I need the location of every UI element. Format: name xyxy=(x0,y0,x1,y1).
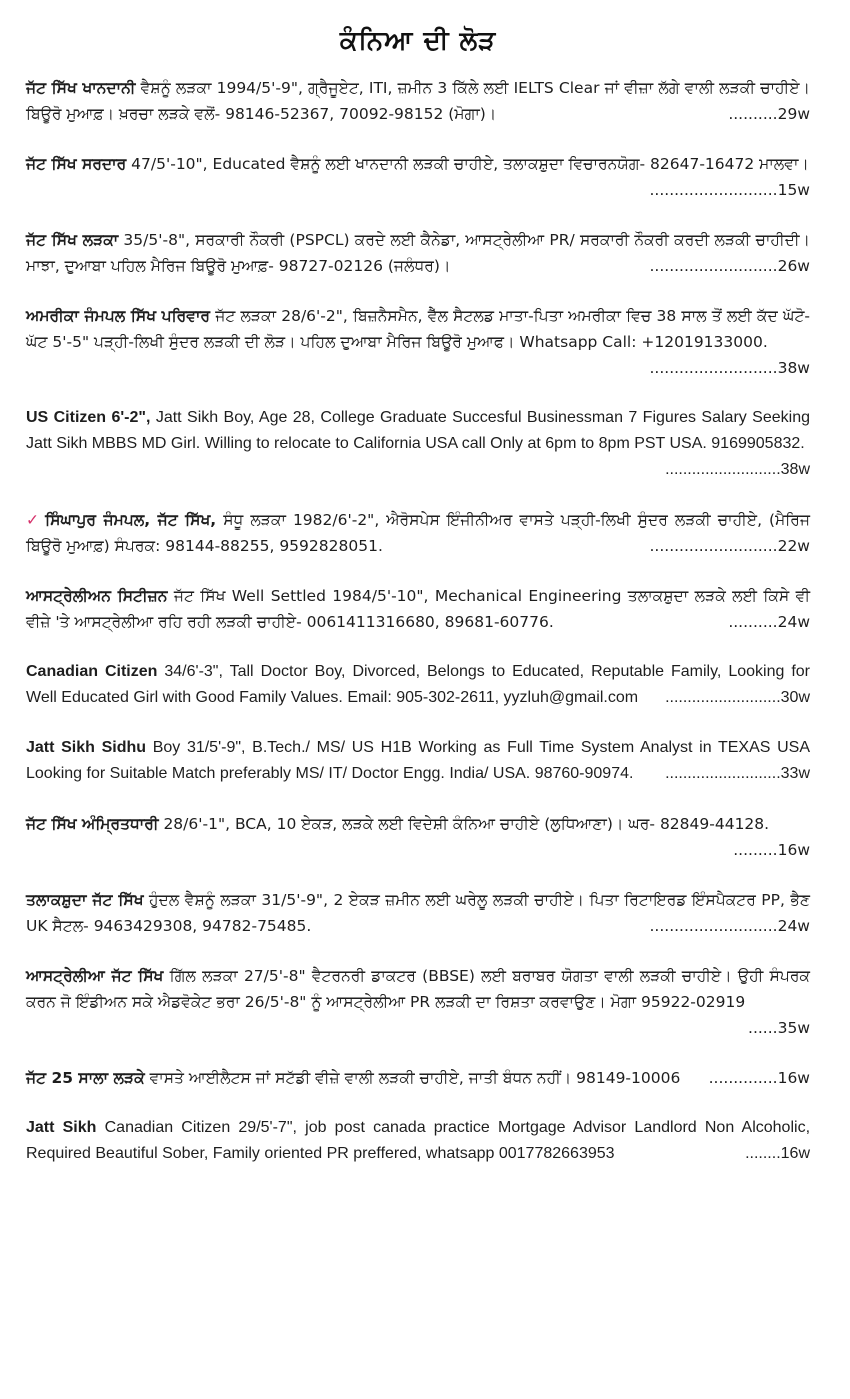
classified-ad xyxy=(26,583,810,635)
ad-body: 28/6'-1", BCA, 10 ਏਕੜ, ਲੜਕੇ ਲਈ ਵਿਦੇਸ਼ੀ ਕੰਨਿਆ ਚਾਹੀਏ (ਲੁਧਿਆਣਾ)। ਘਰ- 82849-44128. xyxy=(158,815,770,833)
classified-ad xyxy=(26,151,810,203)
classified-ad xyxy=(26,303,810,381)
ad-body: Jatt Sikh Boy, Age 28, College Graduate Succesful Businessman 7 Figures Salary Seeking Jatt Sikh MBBS MD Girl. Willing to relocate to California USA call Only at 6pm to 8pm PST USA. 9169905832. xyxy=(26,409,810,452)
ad-body: ਸੰਧੂ ਲੜਕਾ 1982/6'-2", ਐਰੋਸਪੇਸ ਇੰਜੀਨੀਅਰ ਵਾਸਤੇ ਪੜ੍ਹੀ-ਲਿਖੀ ਸੁੰਦਰ ਲੜਕੀ ਚਾਹੀਏ, (ਮੈਰਿਜ ਬਿਊਰੋ ਮੁਆਫ਼) ਸੰਪਰਕ: 98144-88255, 9592828051. xyxy=(26,511,810,555)
ad-body: 35/5'-8", ਸਰਕਾਰੀ ਨੌਕਰੀ (PSPCL) ਕਰਦੇ ਲਈ ਕੈਨੇਡਾ, ਆਸਟ੍ਰੇਲੀਆ PR/ ਸਰਕਾਰੀ ਨੌਕਰੀ ਕਰਦੀ ਲੜਕੀ ਚਾਹੀਦੀ। ਮਾਝਾ, ਦੁਆਬਾ ਪਹਿਲ ਮੈਰਿਜ ਬਿਊਰੋ ਮੁਆਫ਼- 98727-02126 (ਜਲੰਧਰ)। xyxy=(26,231,810,275)
ad-code: ..........................38w xyxy=(649,359,810,377)
ad-code: .........16w xyxy=(733,841,810,859)
ad-lead: ਜੱਟ ਸਿੱਖ ਅੰਮ੍ਰਿਤਧਾਰੀ xyxy=(26,815,159,833)
checkmark-icon: ✓ xyxy=(26,511,42,529)
ad-lead: ਆਸਟ੍ਰੇਲੀਅਨ ਸਿਟੀਜ਼ਨ xyxy=(26,587,168,605)
ad-lead: ਅਮਰੀਕਾ ਜੰਮਪਲ ਸਿੱਖ ਪਰਿਵਾਰ xyxy=(26,307,211,325)
ad-body: ਵੈਸ਼ਨੂੰ ਲੜਕਾ 1994/5'-9", ਗ੍ਰੈਜੂਏਟ, ITI, ਜ਼ਮੀਨ 3 ਕਿੱਲੇ ਲਈ IELTS Clear ਜਾਂ ਵੀਜ਼ਾ ਲੱਗੇ ਵਾਲੀ ਲੜਕੀ ਚਾਹੀਏ। ਬਿਊਰੋ ਮੁਆਫ਼। ਖ਼ਰਚਾ ਲੜਕੇ ਵਲੋਂ- 98146-52367, 70092-98152 (ਮੋਗਾ)। xyxy=(26,79,810,123)
ad-code: ......35w xyxy=(748,1019,810,1037)
ad-code: ..........29w xyxy=(728,105,810,123)
ad-code: ..........................30w xyxy=(665,689,810,706)
classified-ad xyxy=(26,811,810,863)
classified-ad xyxy=(26,963,810,1041)
ad-lead: ਜੱਟ ਸਿੱਖ ਖਾਨਦਾਨੀ xyxy=(26,79,136,97)
classified-ad xyxy=(26,1065,810,1091)
ad-code: ..........................26w xyxy=(649,257,810,275)
ad-body: ਹੁੰਦਲ ਵੈਸ਼ਨੂੰ ਲੜਕਾ 31/5'-9", 2 ਏਕੜ ਜ਼ਮੀਨ ਲਈ ਘਰੇਲੂ ਲੜਕੀ ਚਾਹੀਏ। ਪਿਤਾ ਰਿਟਾਇਰਡ ਇੰਸਪੈਕਟਰ PP, ਭੈਣ UK ਸੈਟਲ- 9463429308, 94782-75485. xyxy=(26,891,810,935)
classified-ad xyxy=(26,75,810,127)
ad-lead: ਜੱਟ ਸਿੱਖ ਲੜਕਾ xyxy=(26,231,119,249)
ad-code: ..........................24w xyxy=(649,917,810,935)
classified-ad xyxy=(26,1115,810,1167)
ad-body: ਵਾਸਤੇ ਆਈਲੈਟਸ ਜਾਂ ਸਟੱਡੀ ਵੀਜ਼ੇ ਵਾਲੀ ਲੜਕੀ ਚਾਹੀਏ, ਜਾਤੀ ਬੰਧਨ ਨਹੀਂ। 98149-10006 xyxy=(144,1069,681,1087)
ad-code: ..........................15w xyxy=(649,181,810,199)
ad-lead: US Citizen 6'-2", xyxy=(26,409,151,426)
ads-list xyxy=(26,75,810,1167)
ad-lead: ਜੱਟ 25 ਸਾਲਾ ਲੜਕੇ xyxy=(26,1069,145,1087)
ad-lead: ਆਸਟ੍ਰੇਲੀਆ ਜੱਟ ਸਿੱਖ xyxy=(26,967,164,985)
ad-lead: ਸਿੰਘਾਪੁਰ ਜੰਮਪਲ, ਜੱਟ ਸਿੱਖ, xyxy=(45,511,217,529)
ad-lead: ਤਲਾਕਸ਼ੁਦਾ ਜੱਟ ਸਿੱਖ xyxy=(26,891,144,909)
classified-ad xyxy=(26,227,810,279)
ad-lead: Canadian Citizen xyxy=(26,663,158,680)
classified-ad xyxy=(26,507,810,559)
ad-code: ..............16w xyxy=(708,1069,810,1087)
classified-ad xyxy=(26,659,810,711)
ad-body: ਜੱਟ ਸਿੱਖ Well Settled 1984/5'-10", Mechanical Engineering ਤਲਾਕਸ਼ੁਦਾ ਲੜਕੇ ਲਈ ਕਿਸੇ ਵੀ ਵੀਜ਼ੇ 'ਤੇ ਆਸਟ੍ਰੇਲੀਆ ਰਹਿ ਰਹੀ ਲੜਕੀ ਚਾਹੀਏ- 0061411316680, 89681-60776. xyxy=(26,587,810,631)
ad-lead: Jatt Sikh Sidhu xyxy=(26,739,147,756)
ad-body: ਗਿੱਲ ਲੜਕਾ 27/5'-8" ਵੈਟਰਨਰੀ ਡਾਕਟਰ (BBSE) ਲਈ ਬਰਾਬਰ ਯੋਗਤਾ ਵਾਲੀ ਲੜਕੀ ਚਾਹੀਏ। ਉਹੀ ਸੰਪਰਕ ਕਰਨ ਜੋ ਇੰਡੀਅਨ ਸਕੇ ਐਡਵੋਕੇਟ ਭਰਾ 26/5'-8" ਨੂੰ ਆਸਟ੍ਰੇਲੀਆ PR ਲੜਕੀ ਦਾ ਰਿਸ਼ਤਾ ਕਰਵਾਉਣ। ਮੋਗਾ 95922-02919 xyxy=(26,967,810,1011)
ad-lead: ਜੱਟ ਸਿੱਖ ਸਰਦਾਰ xyxy=(26,155,127,173)
ad-code: ..........................22w xyxy=(649,537,810,555)
ad-body: 47/5'-10", Educated ਵੈਸ਼ਨੂੰ ਲਈ ਖਾਨਦਾਨੀ ਲੜਕੀ ਚਾਹੀਏ, ਤਲਾਕਸ਼ੁਦਾ ਵਿਚਾਰਨਯੋਗ- 82647-16472 ਮਾਲਵਾ। xyxy=(126,155,809,173)
ad-code: ..........24w xyxy=(728,613,810,631)
page-title: ਕੰਨਿਆ ਦੀ ਲੋੜ xyxy=(339,26,497,56)
ad-body: ਜੱਟ ਲੜਕਾ 28/6'-2", ਬਿਜ਼ਨੈਸਮੈਨ, ਵੈੱਲ ਸੈਟਲਡ ਮਾਤਾ-ਪਿਤਾ ਅਮਰੀਕਾ ਵਿਚ 38 ਸਾਲ ਤੋਂ ਲਈ ਕੱਦ ਘੱਟੋ-ਘੱਟ 5'-5" ਪੜ੍ਹੀ-ਲਿਖੀ ਸੁੰਦਰ ਲੜਕੀ ਦੀ ਲੋੜ। ਪਹਿਲ ਦੁਆਬਾ ਮੈਰਿਜ ਬਿਊਰੋ ਮੁਆਫ। Whatsapp Call: +12019133000. xyxy=(26,307,811,351)
ad-code: ..........................38w xyxy=(665,461,810,478)
classified-ad xyxy=(26,735,810,787)
classified-ad xyxy=(26,405,810,483)
ad-body: 34/6'-3", Tall Doctor Boy, Divorced, Belongs to Educated, Reputable Family, Looking for Well Educated Girl with Good Family Values. Email: 905-302-2611, yyzluh@gmail.com xyxy=(26,663,810,706)
classified-ad xyxy=(26,887,810,939)
ad-code: ........16w xyxy=(745,1145,810,1162)
ad-code: ..........................33w xyxy=(665,765,810,782)
ad-lead: Jatt Sikh xyxy=(26,1119,97,1136)
ad-body: Canadian Citizen 29/5'-7", job post canada practice Mortgage Advisor Landlord Non Alcoholic, Required Beautiful Sober, Family oriented PR preffered, whatsapp 0017782663953 xyxy=(26,1119,811,1162)
ad-body: Boy 31/5'-9", B.Tech./ MS/ US H1B Working as Full Time System Analyst in TEXAS USA Looking for Suitable Match preferably MS/ IT/ Doctor Engg. India/ USA. 98760-90974. xyxy=(26,739,811,782)
